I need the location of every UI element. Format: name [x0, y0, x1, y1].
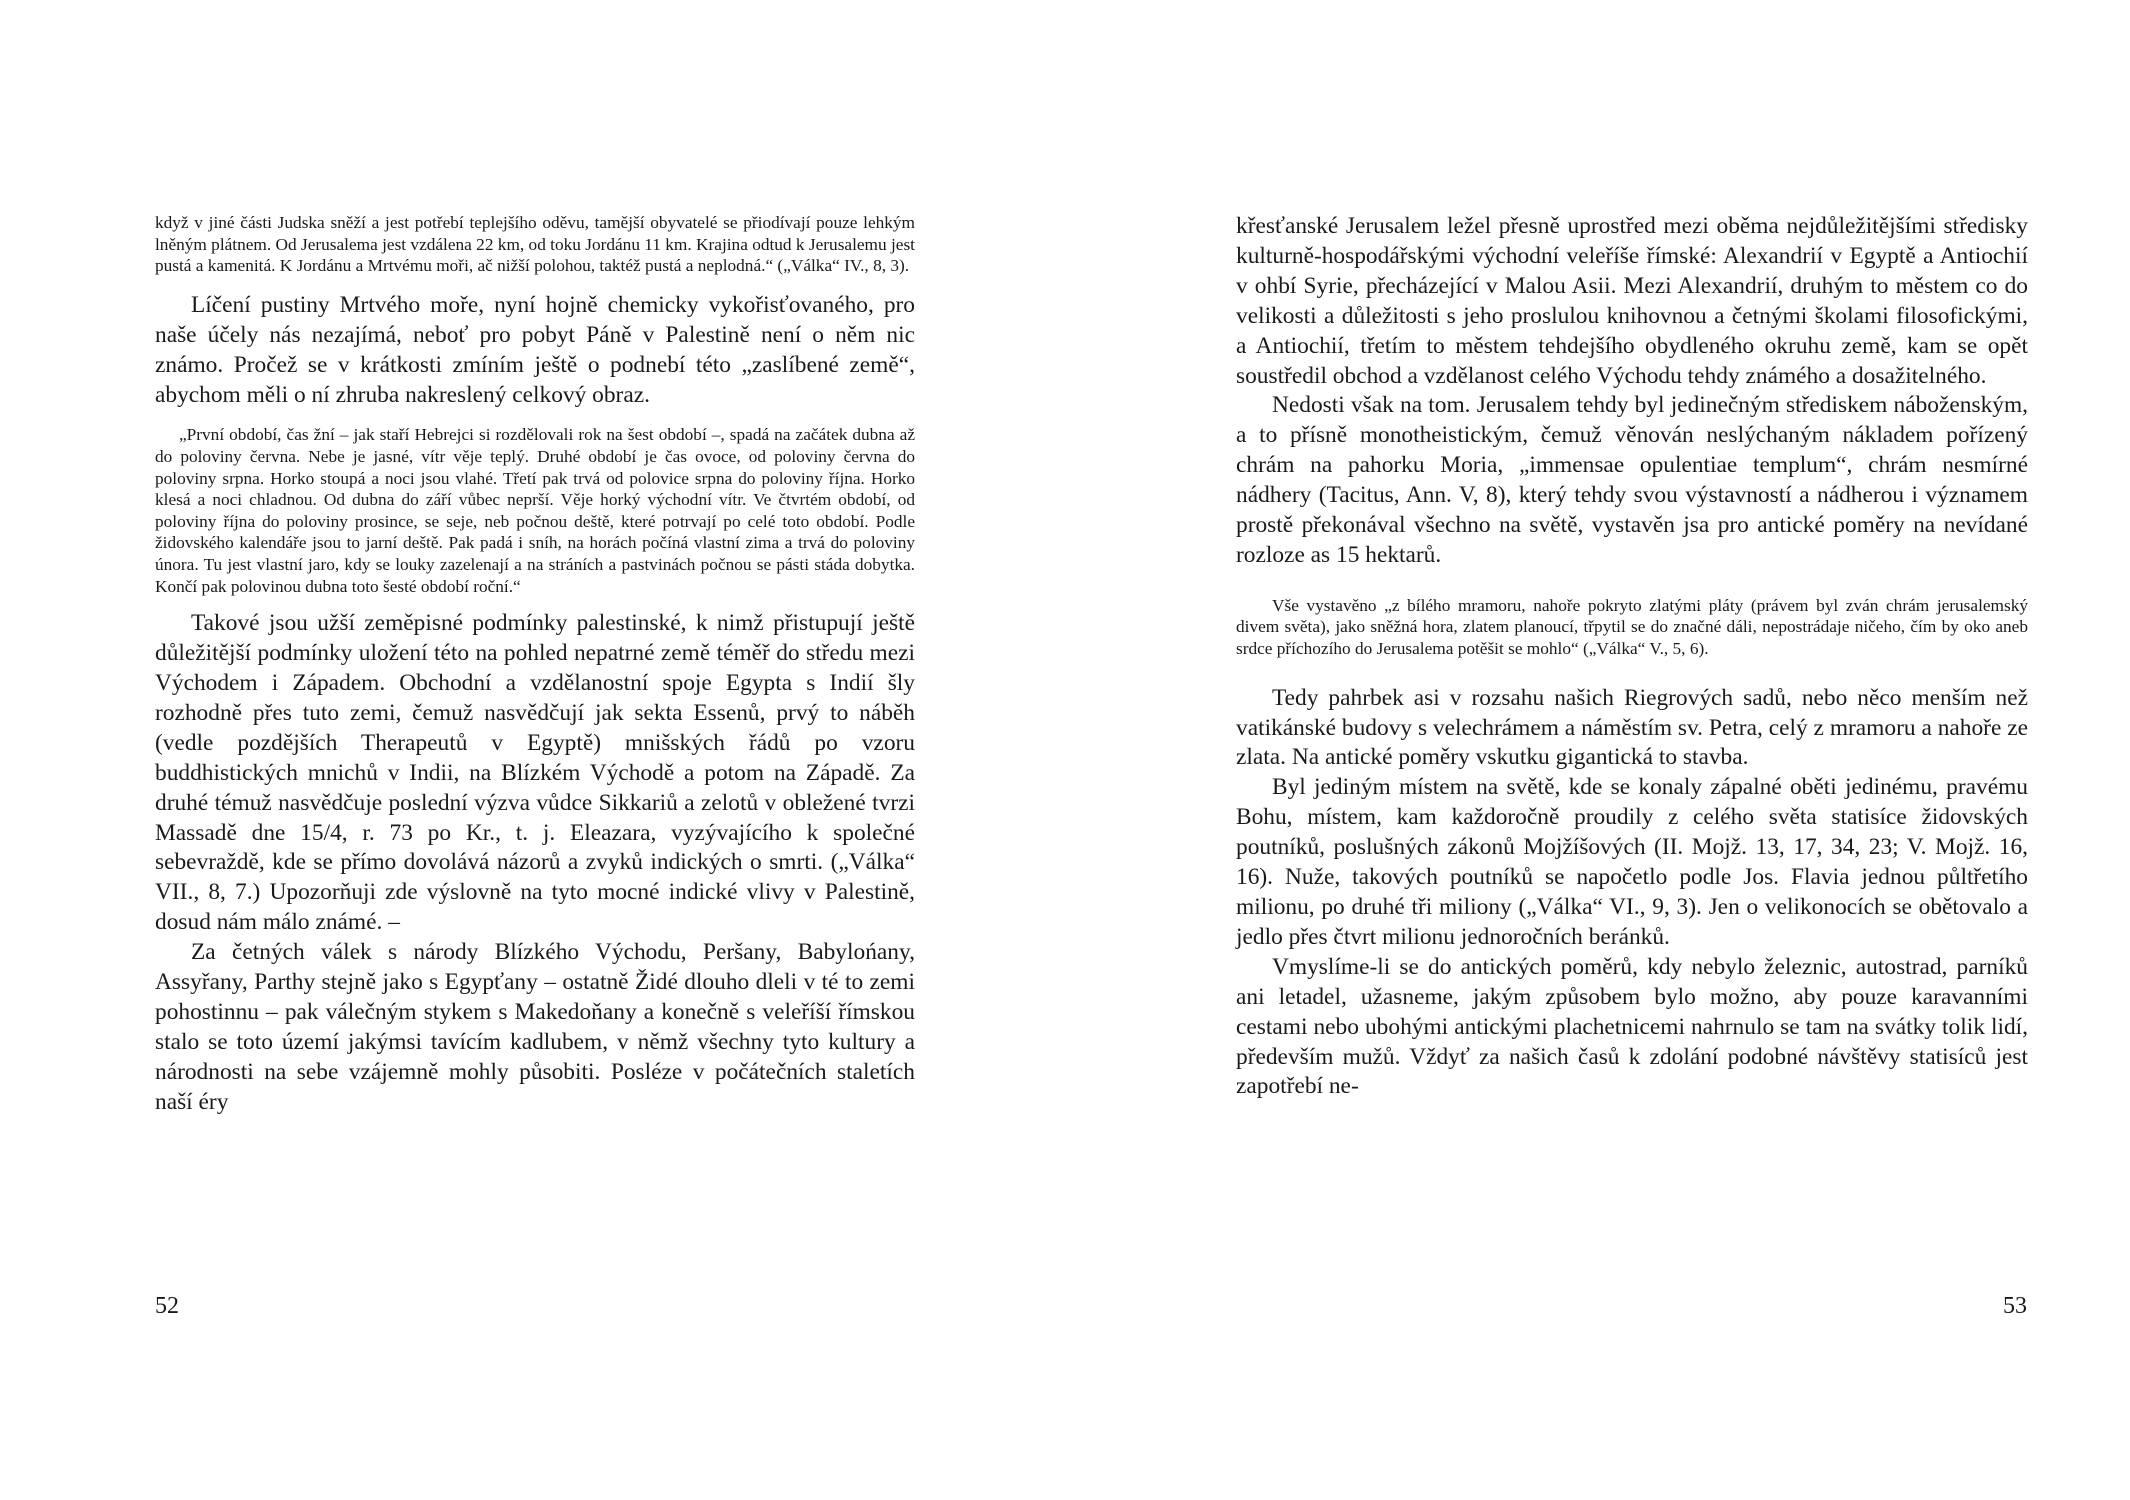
paragraph: křesťanské Jerusalem ležel přesně uprostřed mezi oběma nejdůležitějšími středisky kulturně-hospodářskými východní veleříše římské: Alexandrií v Egyptě a Antiochií v ohbí Syrie, přecházející v Malou Asii. Mezi Alexandrií, druhým to městem co do velikosti a důležitosti s jeho proslulou knihovnou a četnými školami filosofickými, a Antiochií, třetím to městem tehdejšího obydleného okruhu země, kam se opět soustředil obchod a vzdělanost celého Východu tehdy známého a dosažitelného. — [1236, 213, 2028, 389]
paragraph: Líčení pustiny Mrtvého moře, nyní hojně chemicky vykořisťovaného, pro naše účely nás nezajímá, neboť pro pobyt Páně v Palestině není o něm nic známo. Pročež se v krátkosti zmíním ještě o podnebí této „zaslíbené země“, abychom měli o ní zhruba nakreslený celkový obraz. — [155, 291, 915, 408]
paragraph: Za četných válek s národy Blízkého Východu, Peršany, Babylońany, Assyřany, Parthy stejně jako s Egypťany – ostatně Židé dlouho dleli v té to zemi pohostinnu – pak válečným stykem s Makedoňany a konečně s veleříší římskou stalo se toto území jakýmsi tavícím kadlubem, v němž všechny tyto kultury a národnosti na sebe vzájemně mohly působiti. Posléze v počátečních staletích naší éry — [155, 939, 915, 1115]
page-number: 53 — [2003, 1293, 2027, 1319]
block-quote: Vše vystavěno „z bílého mramoru, nahoře pokryto zlatými pláty (právem byl zván chrám jerusalemský divem světa), jako sněžná hora, zlatem planoucí, třpytil se do značné dáli, nepostrádaje ničeho, čím by oko aneb srdce příchozího do Jerusalema potěšit se mohlo“ („Válka“ V., 5, 6). — [1236, 595, 2028, 659]
paragraph: Tedy pahrbek asi v rozsahu našich Riegrových sadů, nebo něco menším než vatikánské budovy s velechrámem a náměstím sv. Petra, celý z mramoru a nahoře ze zlata. Na antické poměry vskutku gigantická to stavba. — [1236, 684, 2028, 771]
paragraph: Byl jediným místem na světě, kde se konaly zápalné oběti jedinému, pravému Bohu, místem, kam každoročně proudily z celého světa statisíce židovských poutníků, poslušných zákonů Mojžíšových (II. Mojž. 13, 17, 34, 23; V. Mojž. 16, 16). Nuže, takových poutníků se napočetlo podle Jos. Flavia jednou půltřetího milionu, po druhé tři miliony („Válka“ VI., 9, 3). Jen o velikonocích se obětovalo a jedlo přes čtvrt milionu jednoročních beránků. — [1236, 774, 2028, 950]
right-text-column — [1236, 212, 2028, 1102]
block-quote: „První období, čas žní – jak staří Hebrejci si rozdělovali rok na šest období –, spadá na začátek dubna až do poloviny června. Nebe je jasné, vítr věje teplý. Druhé období je čas ovoce, od poloviny června do poloviny srpna. Horko stoupá a noci jsou vlahé. Třetí pak trvá od polovice srpna do poloviny října. Horko klesá a noci chladnou. Od dubna do září vůbec neprší. Věje horký východní vítr. Ve čtvrtém období, od poloviny října do poloviny prosince, se seje, neb počnou deště, které potrvají po celé toto období. Podle židovského kalendáře jsou to jarní deště. Pak padá i sníh, na horách počíná vlastní zima a trvá do poloviny února. Tu jest vlastní jaro, kdy se louky zazelenají a na stráních a pastvinách počnou se pásti stáda dobytka. Končí pak polovinou dubna toto šesté období roční.“ — [155, 425, 915, 596]
right-page — [1065, 0, 2130, 1500]
page-number: 52 — [155, 1293, 179, 1319]
quote-continuation: když v jiné části Judska sněží a jest potřebí teplejšího oděvu, tamější obyvatelé se přiodívají pouze lehkým lněným plátnem. Od Jerusalema jest vzdálena 22 km, od toku Jordánu 11 km. Krajina odtud k Jerusalemu jest pustá a kamenitá. K Jordánu a Mrtvému moři, ač nižší polohou, taktéž pustá a neplodná.“ („Válka“ IV., 8, 3). — [155, 213, 915, 276]
paragraph: Takové jsou užší zeměpisné podmínky palestinské, k nimž přistupují ještě důležitější podmínky uložení této na pohled nepatrné země téměř do středu mezi Východem i Západem. Obchodní a vzdělanostní spoje Egypta s Indií šly rozhodně přes tuto zemi, čemuž nasvědčují jak sekta Essenů, prvý to náběh (vedle pozdějších Therapeutů v Egyptě) mnišských řádů po vzoru buddhistických mnichů v Indii, na Blízkém Východě a potom na Západě. Za druhé témuž nasvědčuje poslední výzva vůdce Sikkariů a zelotů v obležené tvrzi Massadě dne 15/4, r. 73 po Kr., t. j. Eleazara, vyzývajícího k společné sebevraždě, kde se přímo dovolává názorů a zvyků indických o smrti. („Válka“ VII., 8, 7.) Upozorňuji zde výslovně na tyto mocné indické vlivy v Palestině, dosud nám málo známé. – — [155, 610, 915, 936]
paragraph: Vmyslíme-li se do antických poměrů, kdy nebylo železnic, autostrad, parníků ani letadel, užasneme, jakým způsobem bylo možno, aby pouze karavanními cestami nebo ubohými antickými plachetnicemi nahrnulo se tam na svátky tolik lidí, především mužů. Vždyť za našich časů k zdolání podobné návštěvy statisíců jest zapotřebí ne- — [1236, 953, 2028, 1100]
left-text-column — [155, 212, 915, 1118]
paragraph: Nedosti však na tom. Jerusalem tehdy byl jedinečným střediskem náboženským, a to přísně monotheistickým, čemuž věnován neslýchaným nákladem pořízený chrám na pahorku Moria, „immensae opulentiae templum“, chrám nesmírné nádhery (Tacitus, Ann. V, 8), který tehdy svou výstavností a nádherou i významem prostě překonával všechno na světě, vystavěn jsa pro antické poměry na nevídané rozloze as 15 hektarů. — [1236, 392, 2028, 568]
